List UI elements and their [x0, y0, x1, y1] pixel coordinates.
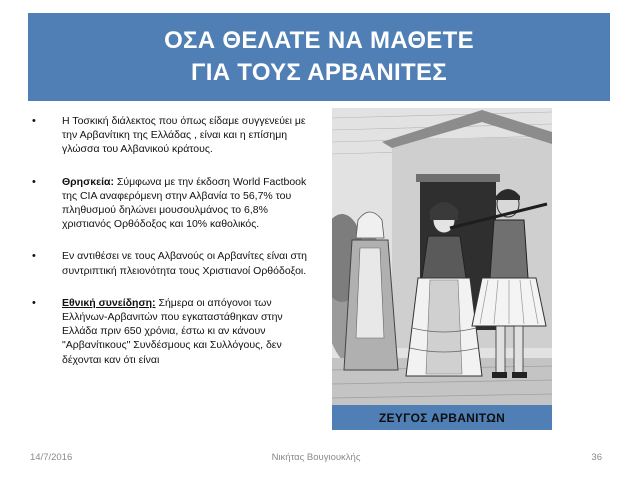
slide-title-line-2: ΓΙΑ ΤΟΥΣ ΑΡΒΑΝΙΤΕΣ: [191, 59, 447, 86]
footer-date: 14/7/2016: [30, 452, 73, 463]
image-caption: ΖΕΥΓΟΣ ΑΡΒΑΝΙΤΩΝ: [332, 405, 552, 430]
footer-author: Νικήτας Βουγιουκλής: [271, 452, 361, 463]
bullet-item: [28, 249, 318, 277]
bullet-item: [28, 175, 318, 232]
bullet-text: Σήμερα οι απόγονοι των Ελλήνων-Αρβανιτών που εγκαταστάθηκαν στην Ελλάδα πριν 650 χρόνια, έστω κι αν κάνουν "Αρβανίτικους" Συνδέσμους και Συλλόγους, δεν δέχονται καν ότι είναι: [62, 296, 283, 366]
bullet-lead: Εθνική συνείδηση:: [62, 296, 156, 309]
bullet-item: [28, 114, 318, 157]
slide-title-band: [28, 13, 610, 101]
bullet-dot-icon: •: [32, 175, 36, 188]
bullet-text: Σύμφωνα με την έκδοση World Factbook της CIA αναφερόμενη στην Αλβανία το 56,7% του πληθυσμού δηλώνει μουσουλμάνος το 6,8% χριστιανός Ορθόδοξος και 10% καθολικός.: [62, 175, 307, 231]
slide-title-line-1: ΟΣΑ ΘΕΛΑΤΕ ΝΑ ΜΑΘΕΤΕ: [164, 27, 474, 54]
bullet-list: [28, 114, 318, 385]
bullet-lead: Θρησκεία:: [62, 175, 114, 188]
bullet-text: Η Τοσκική διάλεκτος που όπως είδαμε συγγενεύει με την Αρβανίτικη της Ελλάδας , είναι και η επίσημη γλώσσα του Αλβανικού κράτους.: [62, 115, 306, 156]
bullet-text: Εν αντιθέσει νε τους Αλβανούς οι Αρβανίτες είναι στη συντριπτική πλειονότητα τους Χριστιανοί Ορθόδοξοι.: [62, 250, 307, 277]
bullet-item: [28, 296, 318, 367]
bullet-dot-icon: •: [32, 296, 36, 309]
arvanite-couple-engraving: [332, 108, 552, 405]
footer-page-number: 36: [591, 452, 602, 463]
bullet-dot-icon: •: [32, 250, 36, 263]
bullet-dot-icon: •: [32, 115, 36, 127]
